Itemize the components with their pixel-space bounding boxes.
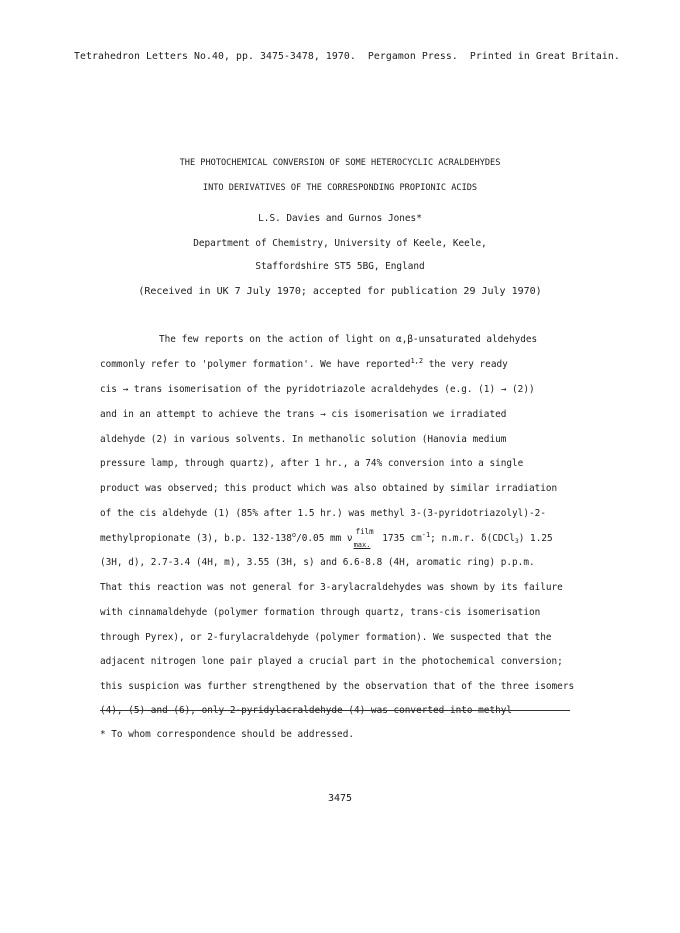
body-line [100, 527, 553, 549]
body-line: (3H, d), 2.7-3.4 (4H, m), 3.55 (3H, s) and 6.6-8.8 (4H, aromatic ring) p.p.m. [100, 557, 535, 568]
body-line: cis → trans isomerisation of the pyridotriazole acraldehydes (e.g. (1) → (2)) [100, 384, 535, 395]
printed-in: Printed in Great Britain. [469, 51, 620, 62]
max-subscript: max. [353, 541, 371, 549]
body-text: the very ready [423, 359, 508, 370]
affiliation: Department of Chemistry, University of Keele, Keele, [193, 238, 487, 249]
article-title-line-2: INTO DERIVATIVES OF THE CORRESPONDING PROPIONIC ACIDS [202, 183, 478, 193]
body-line: product was observed; this product which was also obtained by similar irradiation [100, 483, 558, 494]
body-text: methylpropionate (3), b.p. 132-138 [100, 533, 292, 544]
address: Staffordshire ST5 5BG, England [255, 261, 425, 272]
authors: L.S. Davies and Gurnos Jones* [258, 213, 422, 224]
citation: Tetrahedron Letters No.40, pp. 3475-3478, 1970. [74, 51, 356, 62]
body-text: ; n.m.r. δ(CDCl [430, 533, 515, 544]
article-title-line-1: THE PHOTOCHEMICAL CONVERSION OF SOME HETEROCYCLIC ACRALDEHYDES [179, 158, 501, 168]
body-line: pressure lamp, through quartz), after 1 hr., a 74% conversion into a single [100, 458, 524, 469]
body-line: of the cis aldehyde (1) (85% after 1.5 hr.) was methyl 3-(3-pyridotriazolyl)-2- [100, 508, 546, 519]
publisher: Pergamon Press. [367, 51, 458, 62]
body-line [100, 359, 508, 371]
film-superscript: film [355, 527, 374, 536]
unit-exponent: -1 [421, 531, 431, 539]
footnote-divider [100, 710, 570, 711]
body-text: ) 1.25 [518, 533, 553, 544]
reference-superscript: 1,2 [410, 357, 424, 365]
body-text: 1735 cm [376, 533, 422, 544]
body-line: aldehyde (2) in various solvents. In methanolic solution (Hanovia medium [100, 434, 507, 445]
chemical-subscript: 3 [514, 537, 519, 545]
body-line: this suspicion was further strengthened by the observation that of the three isomers [100, 681, 575, 692]
nu-film-max-label [353, 527, 377, 549]
body-line: through Pyrex), or 2-furylacraldehyde (polymer formation). We suspected that the [100, 632, 552, 643]
body-line: with cinnamaldehyde (polymer formation through quartz, trans-cis isomerisation [100, 607, 541, 618]
page-number: 3475 [327, 793, 353, 804]
body-line: (4), (5) and (6), only 2-pyridylacraldehyde (4) was converted into methyl [100, 705, 513, 716]
running-header [74, 51, 620, 63]
degree-superscript: o [291, 531, 297, 539]
footnote: * To whom correspondence should be addressed. [100, 729, 354, 740]
body-line: and in an attempt to achieve the trans → cis isomerisation we irradiated [100, 409, 507, 420]
body-line: That this reaction was not general for 3-arylacraldehydes was shown by its failure [100, 582, 563, 593]
body-text: commonly refer to 'polymer formation'. We have reported [100, 359, 411, 370]
body-text: /0.05 mm ν [296, 533, 353, 544]
body-line: The few reports on the action of light on α,β-unsaturated aldehydes [159, 334, 538, 345]
received-date: (Received in UK 7 July 1970; accepted for publication 29 July 1970) [138, 286, 542, 297]
body-line: adjacent nitrogen lone pair played a crucial part in the photochemical conversion; [100, 656, 563, 667]
